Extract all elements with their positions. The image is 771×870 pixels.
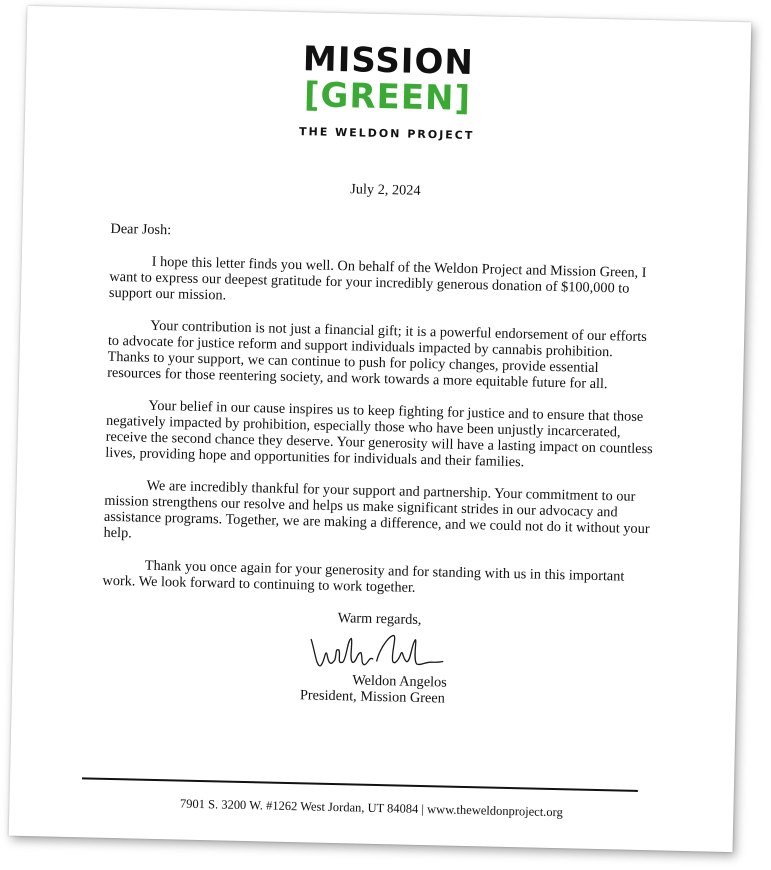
- logo-mission: MISSION: [302, 39, 475, 84]
- letter-paragraph: Your belief in our cause inspires us to keep fighting for justice and to ensure that those negatively impacted by prohibition, especially those who have been unjustly incarcerated, receive the second chance they deserve. Your generosity will have a lasting impact on countless lives, providing hope and opportunities for individuals and their families.: [105, 397, 653, 471]
- footer-address: 7901 S. 3200 W. #1262 West Jordan, UT 84084 | www.theweldonproject.org: [179, 796, 563, 820]
- letterhead-logo: [25, 36, 751, 147]
- logo-green: [GREEN]: [303, 75, 472, 119]
- letter-paragraph: I hope this letter finds you well. On behalf of the Weldon Project and Mission Green, I want to express our deepest gratitude for your incredibly generous donation of $100,000 to support our mission.: [108, 253, 647, 304]
- letter-paragraph: Thank you once again for your generosity and for standing with us in this important work. We look forward to continuing to work together.: [102, 557, 625, 596]
- letter-date: July 2, 2024: [350, 181, 421, 199]
- letter-body: [100, 176, 660, 711]
- closing-salutation: Warm regards,: [337, 610, 422, 628]
- letter-paragraph: We are incredibly thankful for your support and partnership. Your commitment to our mission strengthens our resolve and helps us make significant strides in our advocacy and assistance programs. Together, we are making a difference, and we could not do it without your help.: [103, 477, 650, 542]
- letter-page: [9, 6, 752, 852]
- logo-tagline: THE WELDON PROJECT: [298, 125, 475, 143]
- signature-block: [299, 610, 650, 711]
- signer-title: President, Mission Green: [299, 687, 446, 707]
- letter-paragraph: Your contribution is not just a financial gift; it is a powerful endorsement of our efforts to advocate for justice reform and support individuals impacted by cannabis prohibition. Thanks to your support, we can continue to push for policy changes, provide essential resources for those reentering society, and work towards a more equitable future for all.: [107, 317, 647, 393]
- signature-image: [306, 629, 447, 674]
- letter-greeting: Dear Josh:: [110, 220, 172, 239]
- signer-name: Weldon Angelos: [352, 672, 448, 691]
- footer-divider: [82, 777, 638, 792]
